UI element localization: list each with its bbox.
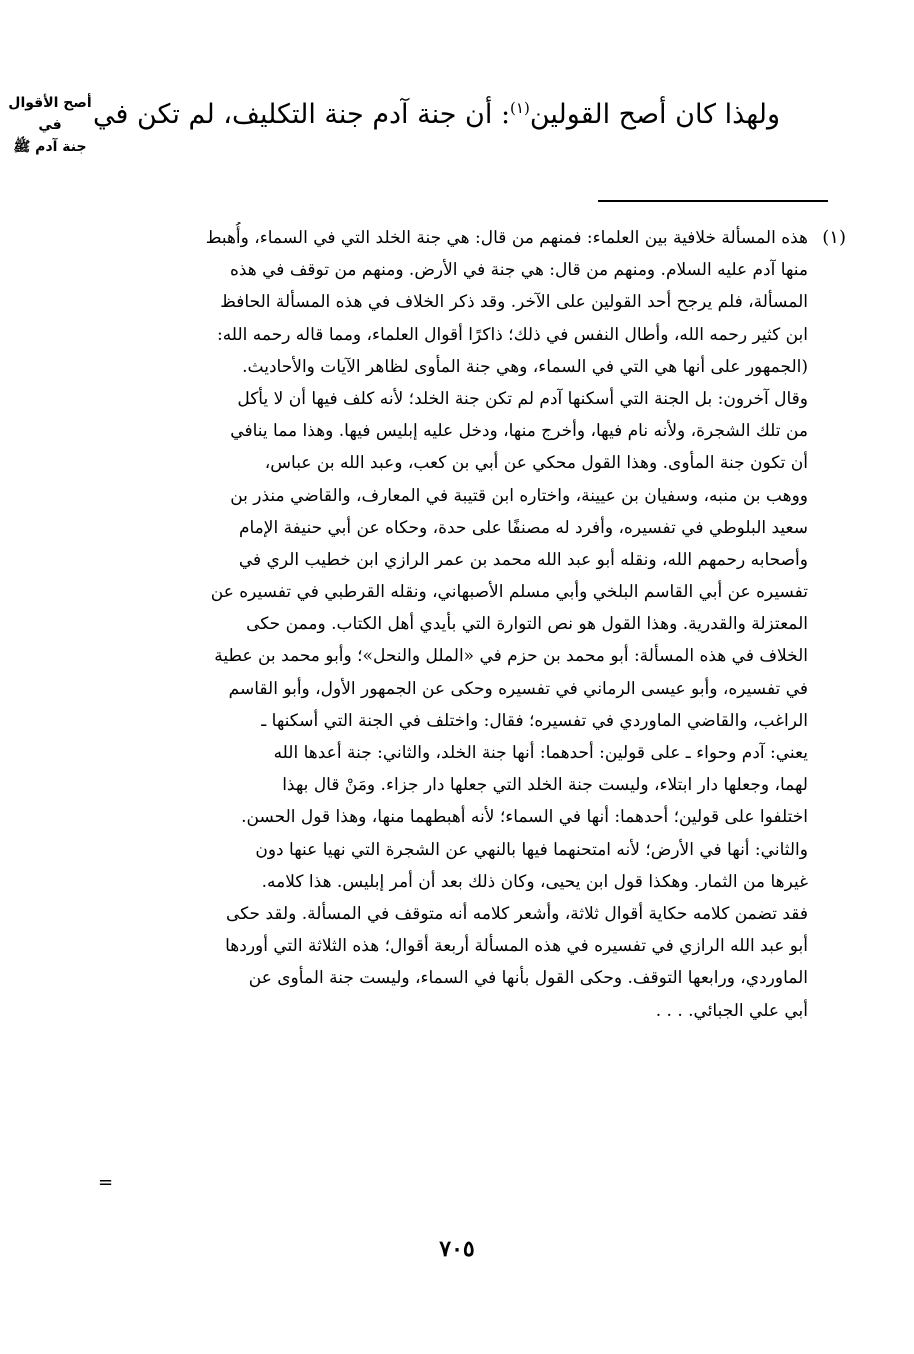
footnote-line: المعتزلة والقدرية. وهذا القول هو نص التوارة التي بأيدي أهل الكتاب. وممن حكى: [246, 614, 808, 635]
footnote-reference: (١): [510, 99, 530, 117]
main-text-line: [60, 86, 780, 137]
footnote-line: (الجمهور على أنها هي التي في السماء، وهي جنة المأوى لظاهر الآيات والأحاديث.: [242, 356, 808, 377]
margin-note-line: جنة آدم ﷺ: [13, 139, 87, 155]
footnote-line: منها آدم عليه السلام. ومنهم من قال: هي جنة في الأرض. ومنهم من توقف في هذه: [229, 260, 808, 281]
margin-note-line: أصح الأقوال في: [8, 95, 92, 133]
footnote-line: في تفسيره، وأبو عيسى الرماني في تفسيره وحكى عن الجمهور الأول، وأبو القاسم: [228, 678, 808, 699]
footnote-line: تفسيره عن أبي القاسم البلخي وأبي مسلم الأصبهاني، ونقله القرطبي في تفسيره عن: [210, 582, 808, 603]
footnote-line: غيرها من الثمار. وهكذا قول ابن يحيى، وكان ذلك بعد أن أمر إبليس. هذا كلامه.: [261, 871, 808, 892]
continuation-mark: =: [98, 1172, 114, 1193]
footnote-line: لهما، وجعلها دار ابتلاء، وليست جنة الخلد التي جعلها دار جزاء. ومَنْ قال بهذا: [282, 775, 808, 796]
main-text-before: ولهذا كان أصح القولين: [529, 99, 780, 130]
footnote-line: اختلفوا على قولين؛ أحدهما: أنها في السماء؛ لأنه أهبطهما منها، وهذا قول الحسن.: [241, 807, 808, 828]
footnote-line: ووهب بن منبه، وسفيان بن عيينة، واختاره ابن قتيبة في المعارف، والقاضي منذر بن: [230, 485, 808, 506]
footnote-line: وقال آخرون: بل الجنة التي أسكنها آدم لم تكن جنة الخلد؛ لأنه كلف فيها أن لا يأكل: [237, 388, 808, 409]
footnote-marker: (١): [822, 227, 846, 248]
footnote-separator: [598, 200, 828, 202]
footnote-line: وأصحابه رحمهم الله، ونقله أبو عبد الله محمد بن عمر الرازي ابن خطيب الري في: [238, 549, 808, 570]
footnote-line: ابن كثير رحمه الله، وأطال النفس في ذلك؛ ذاكرًا أقوال العلماء، ومما قاله رحمه الله:: [216, 324, 808, 345]
footnote-line: أبو عبد الله الرازي في تفسيره في هذه المسألة أربعة أقوال؛ هذه الثلاثة التي أوردها: [225, 936, 808, 957]
footnote-line: والثاني: أنها في الأرض؛ لأنه امتحنهما فيها بالنهي عن الشجرة التي نهيا عنها دون: [255, 839, 808, 860]
footnote-line: الخلاف في هذه المسألة: أبو محمد بن حزم في «الملل والنحل»؛ وأبو محمد بن عطية: [214, 646, 808, 667]
main-text-after: : أن جنة آدم جنة التكليف، لم تكن في: [92, 99, 511, 130]
footnote-line: سعيد البلوطي في تفسيره، وأفرد له مصنفًا على حدة، وحكاه عن أبي حنيفة الإمام: [238, 517, 808, 538]
footnote-line: يعني: آدم وحواء ـ على قولين: أحدهما: أنها جنة الخلد، والثاني: جنة أعدها الله: [273, 743, 808, 763]
page-number: ٧٠٥: [439, 1236, 475, 1262]
footnote-line: المسألة، فلم يرجح أحد القولين على الآخر. وقد ذكر الخلاف في هذه المسألة الحافظ: [220, 292, 808, 313]
footnote-line: هذه المسألة خلافية بين العلماء: فمنهم من قال: هي جنة الخلد التي في السماء، وأُهبط: [205, 228, 808, 248]
footnote-line: أبي علي الجبائي. . . .: [655, 1000, 808, 1021]
footnote-line: من تلك الشجرة، ولأنه نام فيها، وأخرج منها، ودخل عليه إبليس فيها. وهذا مما ينافي: [230, 421, 808, 442]
footnote-line: الراغب، والقاضي الماوردي في تفسيره؛ فقال: واختلف في الجنة التي أسكنها ـ: [261, 710, 808, 731]
footnote-text: [92, 222, 808, 1027]
footnote-line: أن تكون جنة المأوى. وهذا القول محكي عن أبي بن كعب، وعبد الله بن عباس،: [264, 453, 808, 474]
footnote-line: فقد تضمن كلامه حكاية أقوال ثلاثة، وأشعر كلامه أنه متوقف في المسألة. ولقد حكى: [225, 903, 808, 924]
footnote-line: الماوردي، ورابعها التوقف. وحكى القول بأنها في السماء، وليست جنة المأوى عن: [248, 968, 808, 989]
